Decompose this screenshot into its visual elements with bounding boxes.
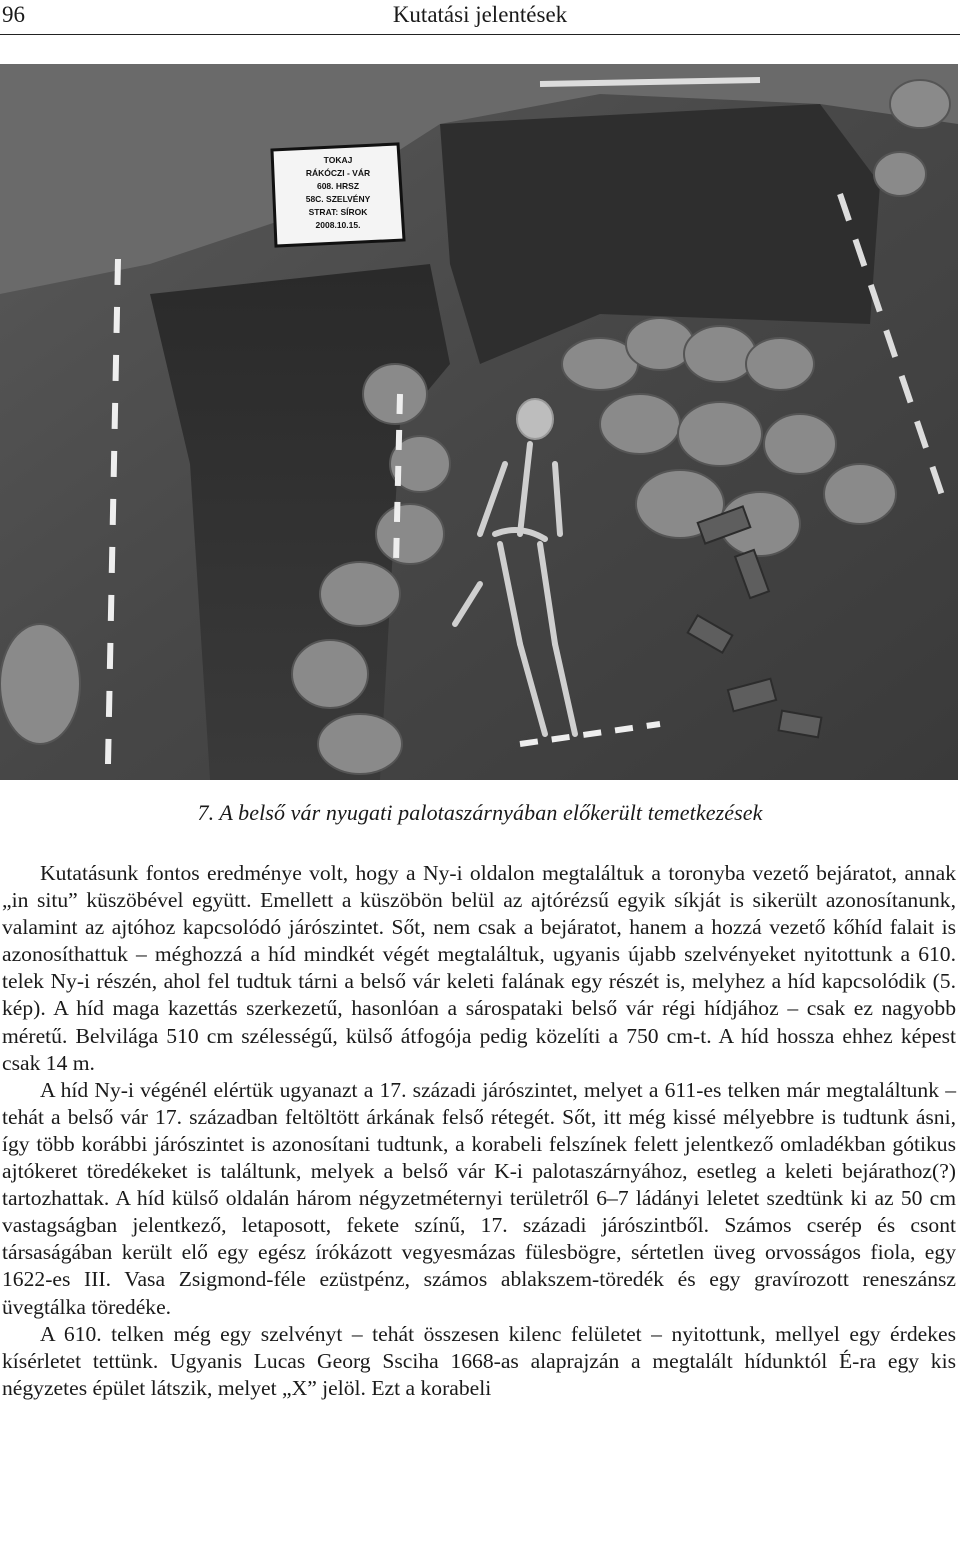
page-header [0,0,960,35]
excavation-photo-drawing [0,64,958,780]
paragraph-2: A híd Ny-i végénél elértük ugyanazt a 17. századi járószintet, melyet a 611-es telken már megtaláltunk – tehát a belső vár 17. században feltöltött árkának felső rétegét. Sőt, itt még kissé mélyebbre is tudtunk ásni, így több korábbi járószintet is azonosítani tudtunk, a korabeli felszínek felett jelentkező omladékban gótikus ajtókeret töredékeket is találtunk, melyek a belső vár K-i palotaszárnyához, esetleg a keleti bejárathoz(?) tartozhattak. A híd külső oldalán három négyzetméternyi területről 6–7 ládányi leletet szedtünk ki az 50 cm vastagságban jelentkező, letaposott, fekete színű, 17. századi járószintből. Számos cserép és csont társaságában került elő egy egész írókázott vegyesmázas fülesbögre, sértetlen üveg orvosságos fiola, egy 1622-es III. Vasa Zsigmond-féle ezüstpénz, számos ablakszem-töredék és egy gravírozott reneszánsz üvegtálka töredéke. [2,1077,956,1319]
sign-line-1: TOKAJ [323,155,353,165]
excavation-photo [0,64,958,780]
page-number: 96 [2,2,25,27]
sign-line-5: STRAT: SÍROK [308,207,368,217]
paragraph-3: A 610. telken még egy szelvényt – tehát összesen kilenc felületet – nyitottunk, mellyel egy érdekes kísérletet tettünk. Ugyanis Lucas Georg Ssciha 1668-as alaprajzán a megtalált hídunktól É-ra egy kis négyzetes épület látszik, melyet „X” jelöl. Ezt a korabeli [2,1321,956,1400]
paragraph-1: Kutatásunk fontos eredménye volt, hogy a Ny-i oldalon megtaláltuk a toronyba vezető bejáratot, annak „in situ” küszöbével együtt. Emellett a küszöbön belül az ajtórézsű egyik síkját is sikerült azonosítanunk, valamint az ajtóhoz kapcsolódó járószintet. Sőt, nem csak a bejáratot, hanem a hozzá vezető kőhíd falait is azonosíthattuk – méghozzá a híd mindkét végét megtaláltuk, ugyanis újabb szelvényeket nyitottunk a 610. telek Ny-i részén, ahol fel tudtuk tárni a belső vár keleti falának egy részét is, melyhez a híd kapcsolódik (5. kép). A híd maga kazettás szerkezetű, hasonlóan a sárospataki belső vár régi hídjához – csak ez nagyobb méretű. Belvilága 510 cm szélességű, külső átfogója pedig közelíti a 750 cm-t. A híd hossza ehhez képest csak 14 m. [2,861,956,1075]
sign-line-3: 608. HRSZ [316,181,360,191]
sign-line-6: 2008.10.15. [315,220,361,230]
sign-line-2: RÁKÓCZI - VÁR [305,168,371,178]
figure-caption: 7. A belső vár nyugati palotaszárnyában előkerült temetkezések [197,800,763,825]
body-text [2,860,956,1402]
site-sign [272,144,404,246]
running-title: Kutatási jelentések [392,2,568,27]
sign-line-4: 58C. SZELVÉNY [305,194,371,204]
